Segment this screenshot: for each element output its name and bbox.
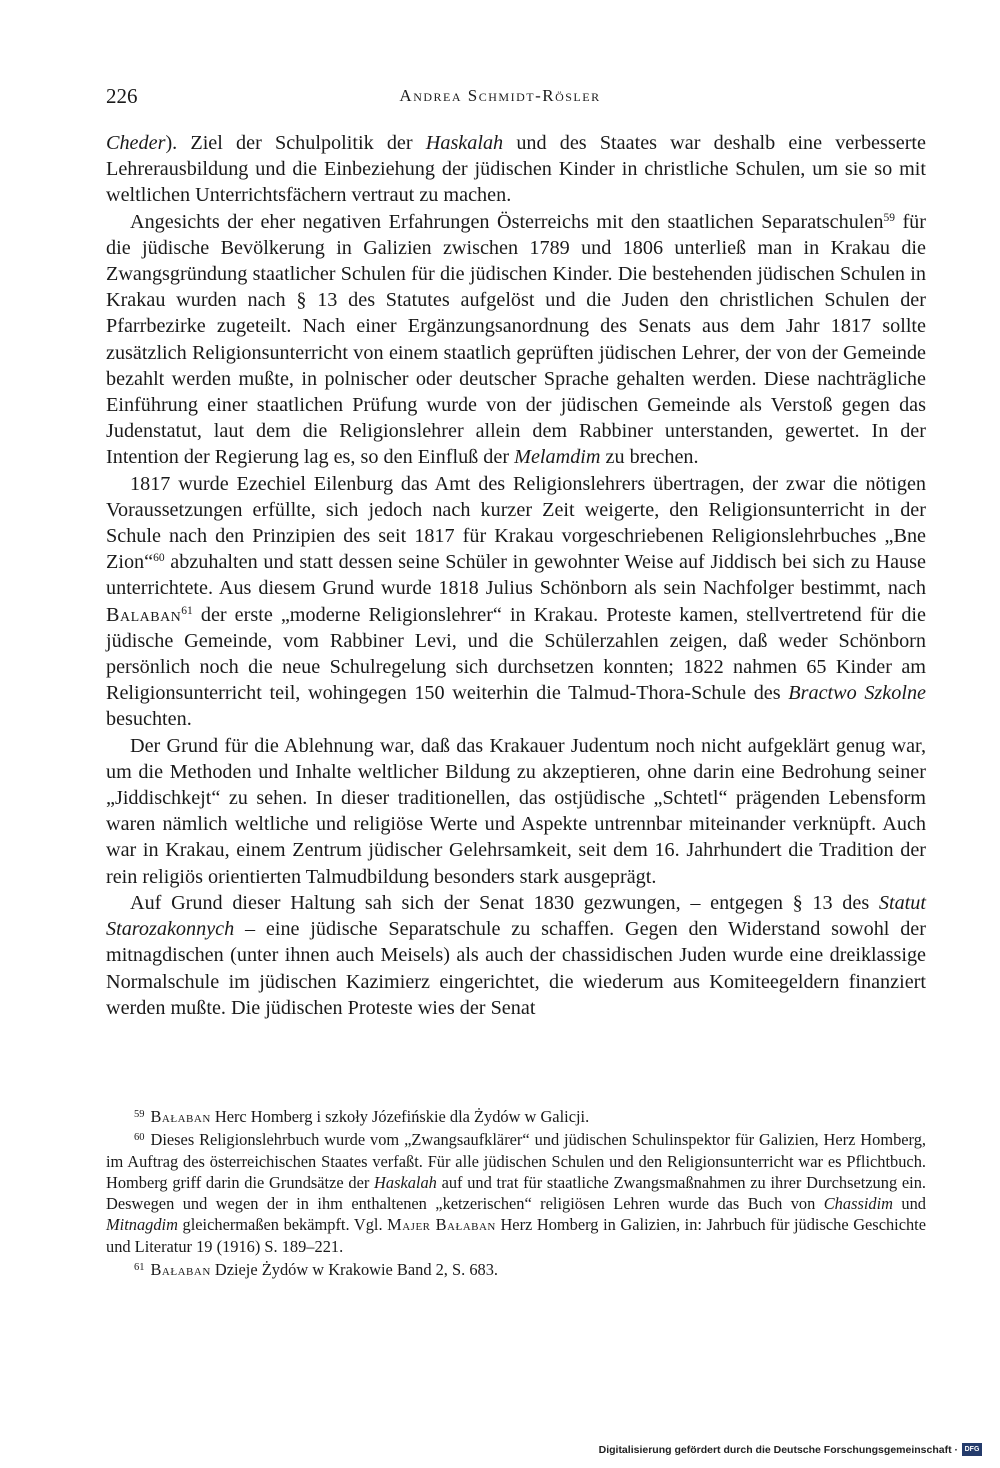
text: abzuhalten und statt dessen seine Schüler in gewohnter Weise auf Jiddisch bei sich zu Hause unterrichtete. Aus diesem Grund wurde 1818 Julius Schönborn als sein Nachfolger bestimmt, nach xyxy=(106,551,926,600)
italic-term: Chassidim xyxy=(823,1194,893,1214)
footnote-number: 59 xyxy=(134,1109,145,1120)
paragraph xyxy=(106,130,926,209)
italic-term: Melamdim xyxy=(514,446,601,469)
dfg-logo-icon: DFG xyxy=(962,1443,982,1456)
text: Der Grund für die Ablehnung war, daß das Krakauer Judentum noch nicht aufgeklärt genug war, um die Methoden und Inhalte weltlicher Bildung zu akzeptieren, ohne darin eine Bedrohung seiner „Jiddischkejt“ zu sehen. In dieser traditionellen, das ostjüdische „Schtetl“ prägenden Lebensform waren nämlich weltliche und religiöse Werte und Aspekte untrennbar miteinander verknüpft. Auch war in Krakau, einem Zentrum jüdischer Gelehrsamkeit, seit dem 16. Jahrhundert die Tradition der rein religiös orientierten Talmudbildung besonders stark ausgeprägt. xyxy=(106,734,926,888)
footnote xyxy=(106,1104,926,1127)
italic-term: Mitnagdim xyxy=(106,1215,178,1235)
text: besuchten. xyxy=(106,708,192,731)
text: und xyxy=(892,1194,926,1214)
text: Herz Homberg in Galizien, in: Jahrbuch für jüdische Geschichte und Literatur 19 (1916) S. 189–221. xyxy=(106,1215,927,1256)
italic-term: Cheder xyxy=(106,132,166,154)
text: ). Ziel der Schulpolitik der xyxy=(165,132,426,154)
text: gleichermaßen bekämpft. Vgl. xyxy=(177,1215,388,1235)
author-name: Bałaban xyxy=(150,1107,211,1126)
text: und des Staates war deshalb eine verbesserte Lehrerausbildung und die Einbeziehung der jüdischen Kinder in christliche Schulen, um sie so mit weltlichen Unterrichtsfächern vertraut zu machen. xyxy=(106,132,926,207)
paragraph xyxy=(106,471,926,733)
italic-term: Haskalah xyxy=(374,1172,437,1192)
body-text xyxy=(106,130,926,1021)
text: der erste „moderne Religionslehrer“ in Krakau. Proteste kamen, stellvertretend für die jüdische Gemeinde, vom Rabbiner Levi, und die Schülerzahlen zeigen, daß weder Schönborn persönlich noch die neue Schulregelung sich durchsetzen konnten; 1822 nahmen 65 Kinder am Religionsunterricht teil, wohingegen 150 weiterhin die Talmud-Thora-Schule des xyxy=(106,603,926,705)
text: zu brechen. xyxy=(600,446,699,469)
paragraph xyxy=(106,733,926,890)
text: Dieses Religionslehrbuch wurde vom „Zwangsaufklärer“ und jüdischen Schulinspektor für Galizien, Herz Homberg, im Auftrag des österreichischen Staates verfaßt. Für alle jüdischen Schulen und den Religionsunterricht war es Pflichtbuch. Homberg griff darin die Grundsätze der xyxy=(106,1130,926,1192)
author-name: Bałaban xyxy=(150,1260,211,1280)
footnote-number: 60 xyxy=(134,1132,145,1144)
text: Angesichts der eher negativen Erfahrungen Österreichs mit den staatlichen Separatschulen xyxy=(130,210,884,233)
author-name: Majer Bałaban xyxy=(387,1215,496,1235)
footnotes xyxy=(106,1104,926,1280)
footnote-ref[interactable]: 60 xyxy=(153,552,165,565)
text: – eine jüdische Separatschule zu schaffen. Gegen den Widerstand sowohl der mitnagdischen (unter ihnen auch Meisels) als auch der chassidischen Juden wurde eine dreiklassige Normalschule im jüdischen Kazimierz eingerichtet, die wiederum aus Komiteegeldern finanziert werden mußte. Die jüdischen Proteste wies der Senat xyxy=(106,918,926,1019)
italic-term: Bractwo Szkolne xyxy=(788,682,927,705)
credit-text: Digitalisierung gefördert durch die Deutsche Forschungsgemeinschaft · xyxy=(598,1443,958,1456)
text: 1817 wurde Ezechiel Eilenburg das Amt des Religionslehrers übertragen, der zwar die nötigen Voraussetzungen erfüllte, sich jedoch nach kurzer Zeit weigerte, den Religionsunterricht in der Schule nach den Prinzipien des seit 1817 für Krakau vorgeschriebenen Religionslehrbuches „Bne Zion“ xyxy=(106,472,926,574)
digitization-credit xyxy=(599,1443,982,1456)
author-name: Balaban xyxy=(106,603,182,626)
page-number: 226 xyxy=(106,84,138,108)
running-head: Andrea Schmidt-Rösler xyxy=(399,86,601,105)
paragraph xyxy=(106,209,926,471)
text: auf und trat für staatliche Zwangsmaßnahmen zu ihrer Durchsetzung ein. Deswegen und wegen der in ihm enthaltenen „ketzerischen“ religiösen Lehren wurde das Buch von xyxy=(106,1172,926,1214)
footnote-number: 61 xyxy=(134,1262,145,1274)
footnote-ref[interactable]: 59 xyxy=(883,211,895,224)
text: für die jüdische Bevölkerung in Galizien zwischen 1789 und 1806 unterließ man in Krakau die Zwangsgründung staatlicher Schulen für die jüdischen Kinder. Die bestehenden jüdischen Schulen in Krakau wurden nach § 13 des Statutes aufgelöst und die Juden den christlichen Schulen der Pfarrbezirke zugeteilt. Nach einer Ergänzungsanordnung des Senats aus dem Jahr 1817 sollte zusätzlich Religionsunterricht von einem staatlich geprüften jüdischen Lehrer, der von der Gemeinde bezahlt werden mußte, in polnischer oder deutscher Sprache gehalten werden. Diese nachträgliche Einführung einer staatlichen Prüfung wurde von der jüdischen Gemeinde als Verstoß gegen das Judenstatut, laut dem die Religionslehrer allein dem Rabbiner unterstanden, gewertet. In der Intention der Regierung lag es, so den Einfluß der xyxy=(106,210,926,469)
text: Auf Grund dieser Haltung sah sich der Senat 1830 gezwungen, – entgegen § 13 des xyxy=(130,891,879,914)
footnote xyxy=(106,1127,926,1257)
text: Dzieje Żydów w Krakowie Band 2, S. 683. xyxy=(210,1260,499,1280)
paragraph xyxy=(106,890,926,1021)
footnote-ref[interactable]: 61 xyxy=(181,604,193,617)
text: Herc Homberg i szkoły Józefińskie dla Żydów w Galicji. xyxy=(210,1107,590,1126)
italic-term: Haskalah xyxy=(425,132,504,154)
footnote xyxy=(106,1257,926,1280)
italic-term: Statut Starozakonnych xyxy=(106,891,926,941)
